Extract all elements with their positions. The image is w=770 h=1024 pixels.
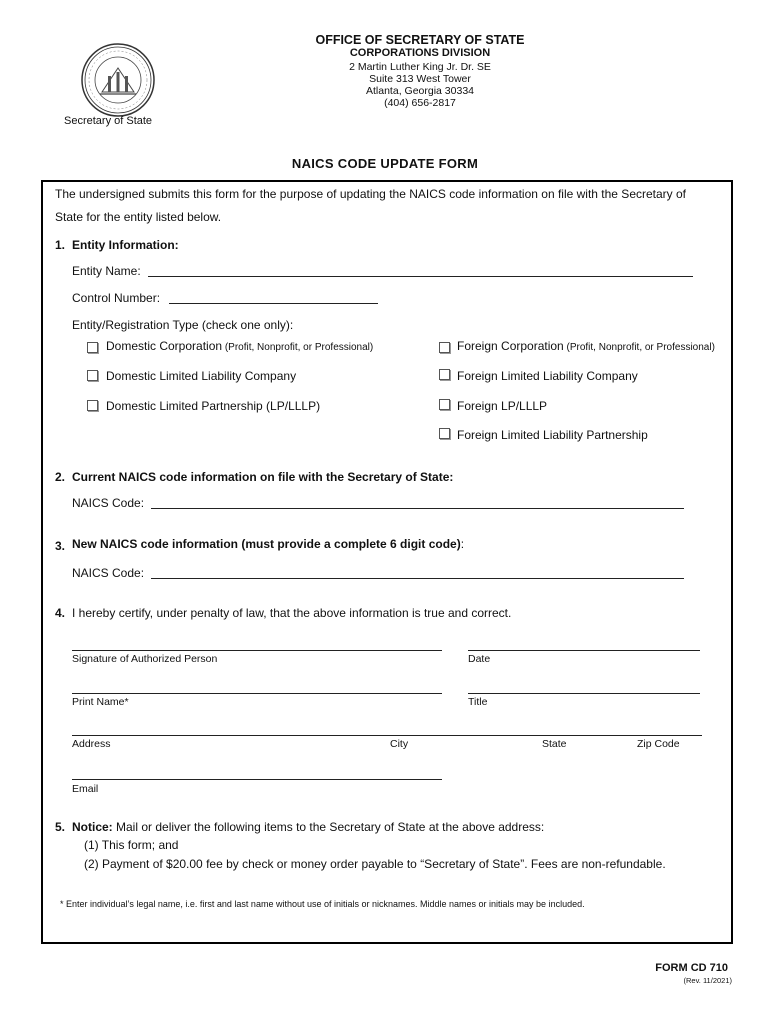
current-naics-field[interactable]	[151, 508, 684, 509]
office-title: OFFICE OF SECRETARY OF STATE	[315, 33, 525, 47]
section3-number: 3.	[55, 539, 66, 553]
seal-caption: Secretary of State	[64, 115, 153, 127]
section5-number: 5.	[55, 820, 66, 834]
domestic-llc-label: Domestic Limited Liability Company	[106, 369, 297, 383]
new-naics-field[interactable]	[151, 578, 684, 579]
section2-number: 2.	[55, 470, 66, 484]
date-field[interactable]	[468, 650, 700, 651]
signature-label: Signature of Authorized Person	[72, 653, 218, 665]
form-title: NAICS CODE UPDATE FORM	[291, 156, 479, 171]
footnote: * Enter individual’s legal name, i.e. first and last name without use of initials or nicknames. Middle names or initials may be included.	[60, 899, 585, 909]
state-label: State	[542, 738, 567, 750]
state-seal	[80, 42, 156, 118]
email-label: Email	[72, 783, 99, 795]
address-field[interactable]	[72, 735, 702, 736]
domestic-corporation-label: Domestic Corporation (Profit, Nonprofit, or Professional)	[106, 339, 374, 353]
control-number-field[interactable]	[169, 303, 378, 304]
date-label: Date	[468, 653, 491, 665]
section1-title: Entity Information:	[72, 238, 179, 252]
division-title: CORPORATIONS DIVISION	[349, 47, 491, 59]
address-line-2: Suite 313 West Tower	[369, 73, 471, 85]
current-naics-label: NAICS Code:	[72, 496, 145, 510]
email-field[interactable]	[72, 779, 442, 780]
entity-name-label: Entity Name:	[72, 264, 141, 278]
domestic-lp-checkbox[interactable]	[87, 400, 98, 411]
section3-title: New NAICS code information (must provide a complete 6 digit code):	[72, 537, 465, 551]
foreign-lp-label: Foreign LP/LLLP	[457, 399, 548, 413]
revision-date: (Rev. 11/2021)	[683, 976, 732, 985]
address-line-3: Atlanta, Georgia 30334	[366, 85, 474, 97]
foreign-llp-checkbox[interactable]	[439, 428, 450, 439]
new-naics-label: NAICS Code:	[72, 566, 145, 580]
print-name-label: Print Name*	[72, 696, 129, 708]
signature-field[interactable]	[72, 650, 442, 651]
zip-code-label: Zip Code	[637, 738, 680, 750]
title-label: Title	[468, 696, 488, 708]
section4-title: I hereby certify, under penalty of law, that the above information is true and correct.	[72, 606, 512, 620]
section1-number: 1.	[55, 238, 66, 252]
entity-name-field[interactable]	[148, 276, 693, 277]
domestic-lp-label: Domestic Limited Partnership (LP/LLLP)	[106, 399, 321, 413]
address-line-1: 2 Martin Luther King Jr. Dr. SE	[349, 61, 491, 73]
control-number-label: Control Number:	[72, 291, 161, 305]
title-field[interactable]	[468, 693, 700, 694]
foreign-llc-label: Foreign Limited Liability Company	[457, 369, 638, 383]
notice-item-1: (1) This form; and	[84, 838, 179, 852]
domestic-corporation-checkbox[interactable]	[87, 342, 98, 353]
domestic-llc-checkbox[interactable]	[87, 370, 98, 381]
notice-text: Notice: Mail or deliver the following items to the Secretary of State at the above address:	[72, 820, 545, 834]
address-label: Address	[72, 738, 111, 750]
intro-line-1: The undersigned submits this form for the purpose of updating the NAICS code information on file with the Secretary of	[55, 187, 687, 201]
section2-title: Current NAICS code information on file with the Secretary of State:	[72, 470, 454, 484]
city-label: City	[390, 738, 409, 750]
foreign-lp-checkbox[interactable]	[439, 399, 450, 410]
notice-item-2: (2) Payment of $20.00 fee by check or money order payable to “Secretary of State”. Fees are non-refundable.	[84, 857, 666, 871]
intro-line-2: State for the entity listed below.	[55, 210, 222, 224]
print-name-field[interactable]	[72, 693, 442, 694]
foreign-llc-checkbox[interactable]	[439, 369, 450, 380]
form-id: FORM CD 710	[655, 962, 728, 974]
foreign-corporation-checkbox[interactable]	[439, 342, 450, 353]
phone-number: (404) 656-2817	[384, 97, 456, 109]
entity-type-label: Entity/Registration Type (check one only):	[72, 318, 294, 332]
foreign-llp-label: Foreign Limited Liability Partnership	[457, 428, 648, 442]
foreign-corporation-label: Foreign Corporation (Profit, Nonprofit, or Professional)	[457, 339, 715, 353]
form-box	[41, 180, 733, 944]
section4-number: 4.	[55, 606, 66, 620]
